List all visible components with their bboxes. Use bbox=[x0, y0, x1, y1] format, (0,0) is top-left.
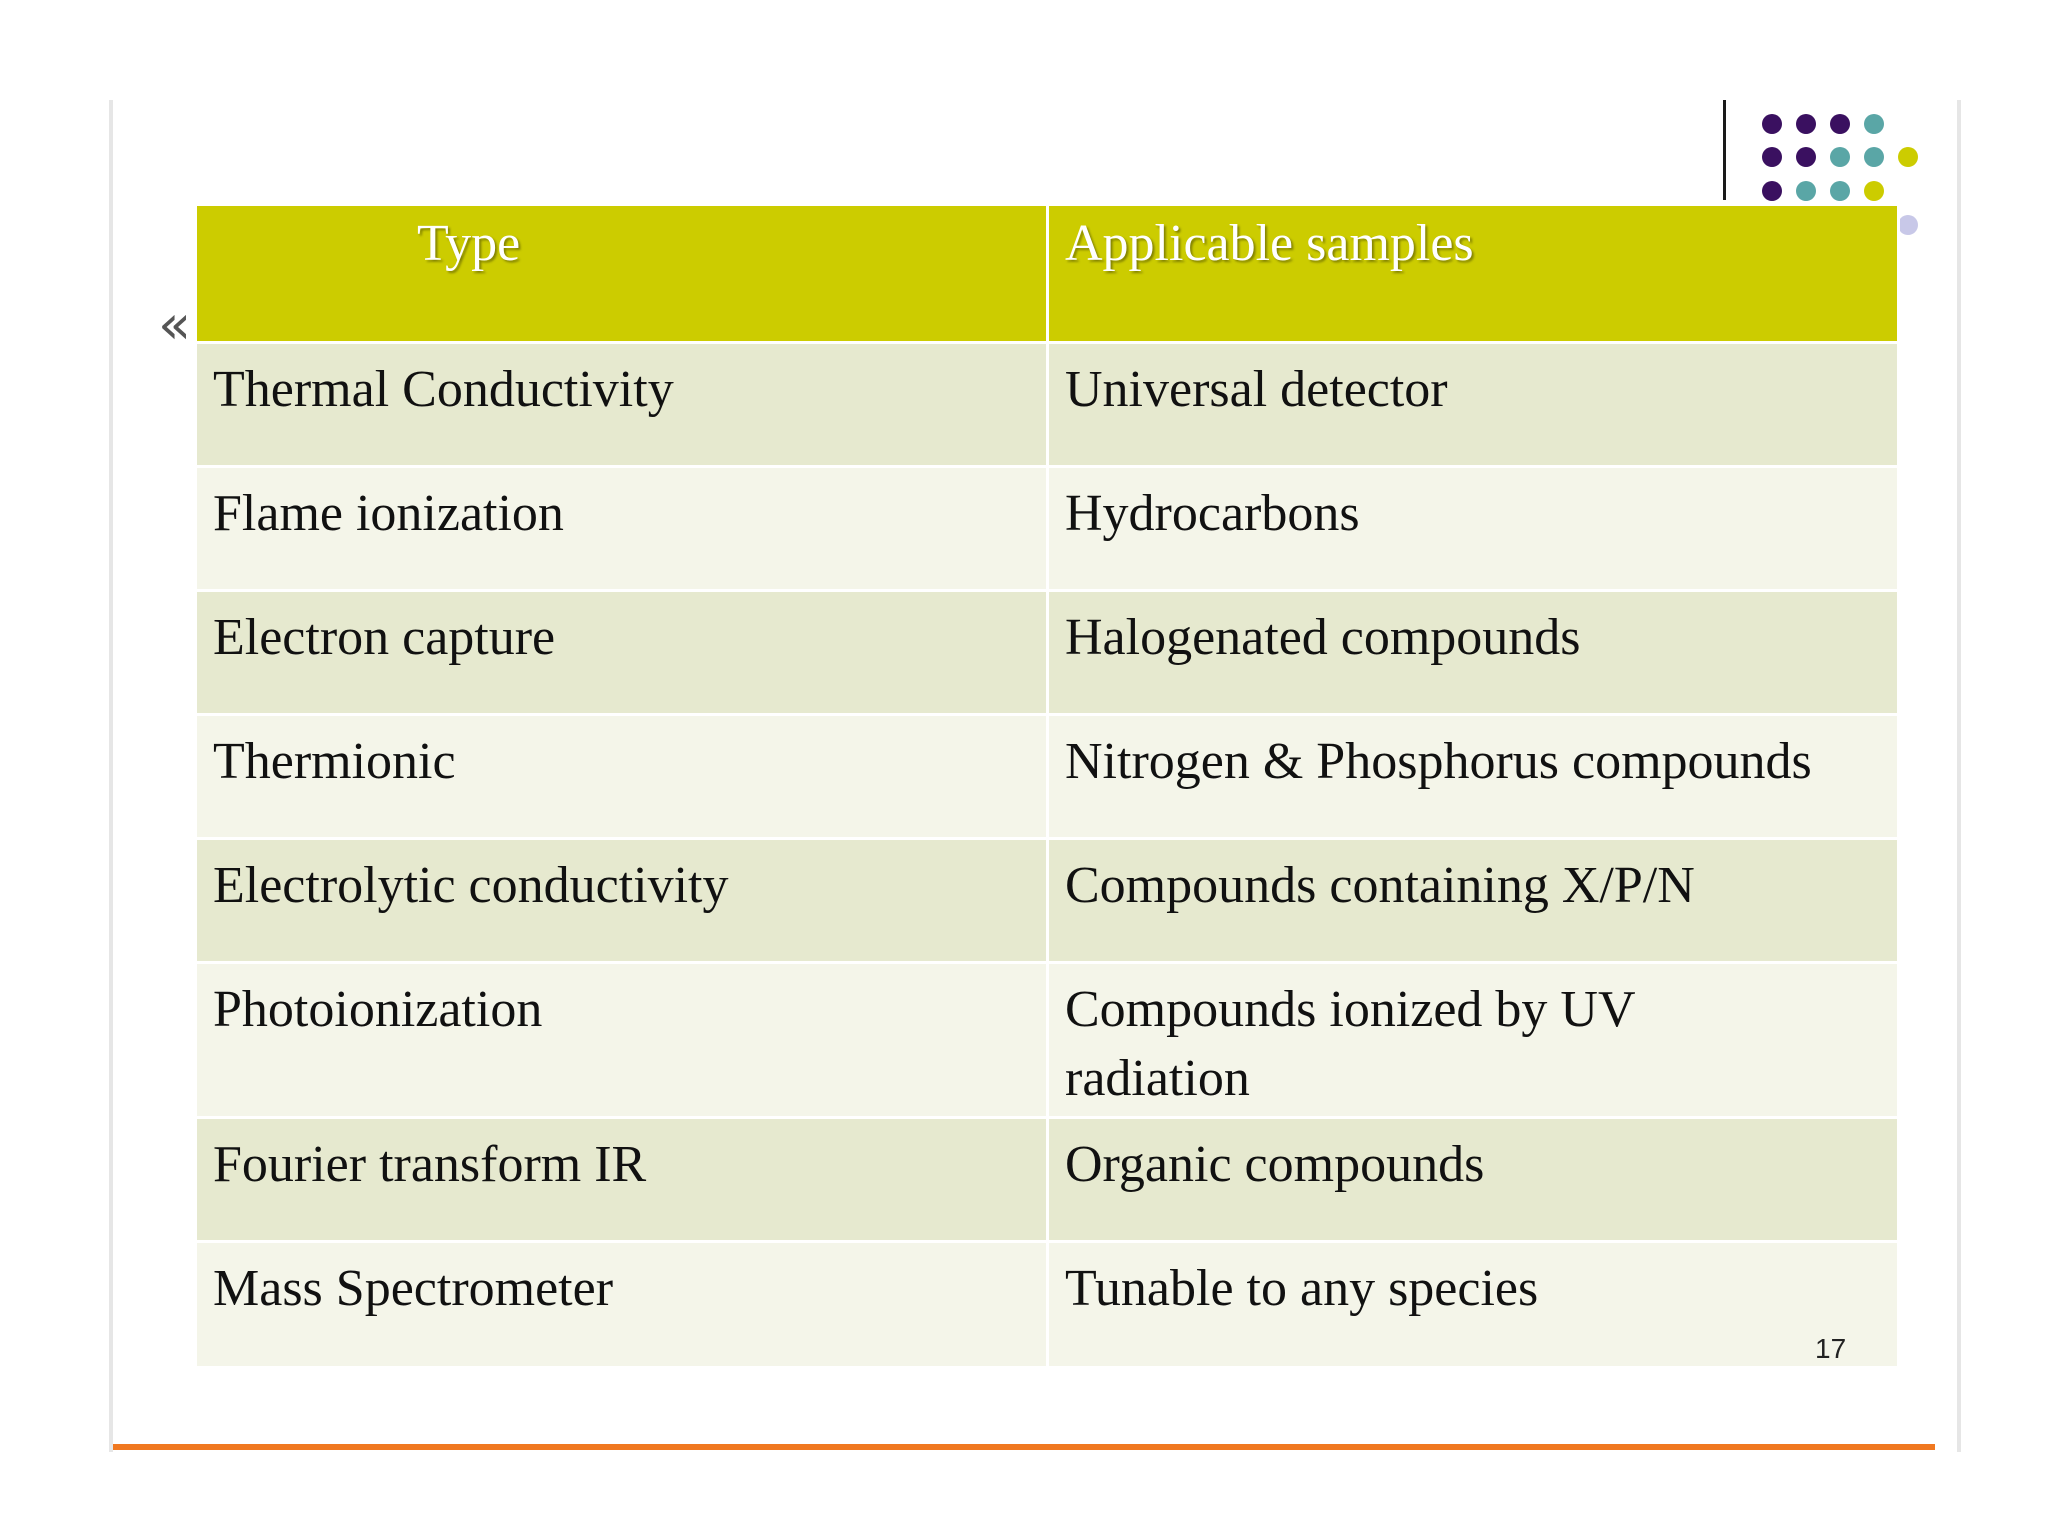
type-cell: Mass Spectrometer bbox=[196, 1242, 1048, 1368]
table-row bbox=[196, 591, 1899, 715]
footer-accent-rule bbox=[113, 1444, 1935, 1450]
table-header-row bbox=[196, 205, 1899, 343]
table-row bbox=[196, 839, 1899, 963]
table-row bbox=[196, 467, 1899, 591]
header-divider-line bbox=[1723, 100, 1726, 200]
type-cell: Electrolytic conductivity bbox=[196, 839, 1048, 963]
column-header-samples: Applicable samples bbox=[1048, 205, 1899, 343]
column-header-type: Type bbox=[196, 205, 1048, 343]
detector-table bbox=[194, 203, 1900, 1369]
type-cell: Flame ionization bbox=[196, 467, 1048, 591]
type-cell: Electron capture bbox=[196, 591, 1048, 715]
table-row bbox=[196, 1242, 1899, 1368]
samples-cell: Compounds containing X/P/N bbox=[1048, 839, 1899, 963]
type-cell: Thermal Conductivity bbox=[196, 343, 1048, 467]
samples-cell: Organic compounds bbox=[1048, 1118, 1899, 1242]
table-row bbox=[196, 715, 1899, 839]
samples-cell: Halogenated compounds bbox=[1048, 591, 1899, 715]
samples-cell: Nitrogen & Phosphorus compounds bbox=[1048, 715, 1899, 839]
type-cell: Photoionization bbox=[196, 963, 1048, 1118]
table-row bbox=[196, 1118, 1899, 1242]
back-arrow-icon[interactable]: « bbox=[158, 293, 192, 356]
samples-cell: Tunable to any species bbox=[1048, 1242, 1899, 1368]
type-cell: Fourier transform IR bbox=[196, 1118, 1048, 1242]
page-number: 17 bbox=[1815, 1333, 1847, 1364]
type-cell: Thermionic bbox=[196, 715, 1048, 839]
table-row bbox=[196, 963, 1899, 1118]
samples-cell: Compounds ionized by UV radiation bbox=[1048, 963, 1899, 1118]
samples-cell: Hydrocarbons bbox=[1048, 467, 1899, 591]
table-row bbox=[196, 343, 1899, 467]
samples-cell: Universal detector bbox=[1048, 343, 1899, 467]
